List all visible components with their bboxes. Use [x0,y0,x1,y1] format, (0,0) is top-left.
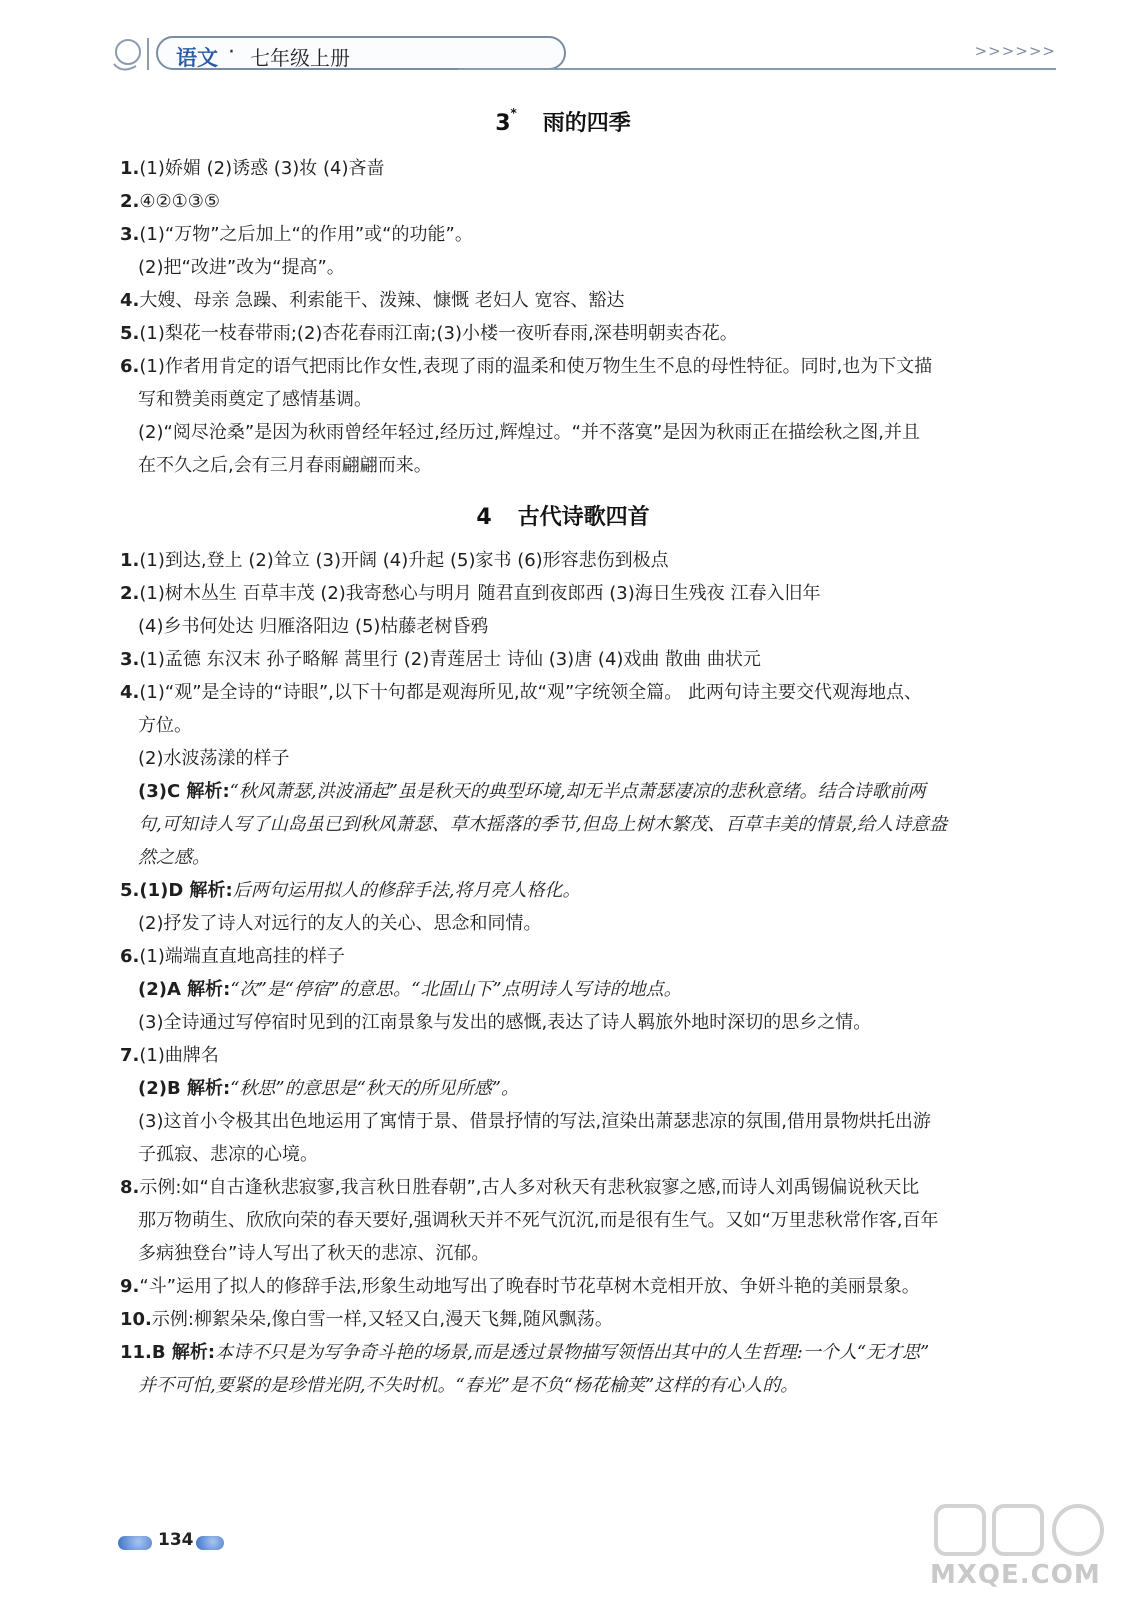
decorative-blob-icon [196,1536,224,1550]
answer-line: 2.(1)树木丛生 百草丰茂 (2)我寄愁心与明月 随君直到夜郎西 (3)海日生残夜 江春入旧年 [120,583,821,604]
answer-line: 5.(1)D 解析:后两句运用拟人的修辞手法,将月亮人格化。 [120,880,581,901]
section-title-3 [0,106,1126,137]
watermark-logo [930,1498,1110,1594]
section-title-4 [0,500,1126,531]
page-header [108,30,1056,78]
decorative-blob-icon [118,1536,152,1550]
answer-line: 5.(1)梨花一枝春带雨;(2)杏花春雨江南;(3)小楼一夜听春雨,深巷明朝卖杏花。 [120,323,738,344]
answer-line: (3)全诗通过写停宿时见到的江南景象与发出的感慨,表达了诗人羁旅外地时深切的思乡之情。 [138,1012,872,1033]
answer-line: (2)A 解析:“次”是“停宿”的意思。“北固山下”点明诗人写诗的地点。 [138,979,682,1000]
answer-line: 8.示例:如“自古逢秋悲寂寥,我言秋日胜春朝”,古人多对秋天有悲秋寂寥之感,而诗人刘禹锡偏说秋天比 [120,1177,920,1198]
answer-line: 1.(1)娇媚 (2)诱惑 (3)妆 (4)吝啬 [120,158,385,179]
answer-line: (2)把“改进”改为“提高”。 [138,257,345,278]
answer-line: 方位。 [138,715,192,736]
answer-line: 写和赞美雨奠定了感情基调。 [138,389,372,410]
answer-line: 11.B 解析:本诗不只是为写争奇斗艳的场景,而是透过景物描写领悟出其中的人生哲理:一个人“无才思” [120,1342,930,1363]
answer-line: (2)B 解析:“秋思”的意思是“秋天的所见所感”。 [138,1078,519,1099]
answer-line: 3.(1)孟德 东汉末 孙子略解 蒿里行 (2)青莲居士 诗仙 (3)唐 (4)戏曲 散曲 曲状元 [120,649,761,670]
answer-line: 多病独登台”诗人写出了秋天的悲凉、沉郁。 [138,1243,490,1264]
subject-label: 语文 [176,46,218,70]
answer-line: 2.④②①③⑤ [120,191,221,212]
page-number: 134 [158,1530,194,1550]
answer-line: 7.(1)曲牌名 [120,1045,219,1066]
answer-line: (3)C 解析:“秋风萧瑟,洪波涌起”虽是秋天的典型环境,却无半点萧瑟凄凉的悲秋意绪。结合诗歌前两 [138,781,926,802]
chevrons-icon: >>>>>> [974,42,1056,60]
answer-line: 并不可怕,要紧的是珍惜光阴,不失时机。“春光”是不负“杨花榆荚”这样的有心人的。 [138,1375,799,1396]
answer-line: 6.(1)端端直直地高挂的样子 [120,946,345,967]
answer-line: 那万物萌生、欣欣向荣的春天要好,强调秋天并不死气沉沉,而是很有生气。又如“万里悲秋常作客,百年 [138,1210,939,1231]
answer-line: 10.示例:柳絮朵朵,像白雪一样,又轻又白,漫天飞舞,随风飘荡。 [120,1309,613,1330]
separator-dot: · [228,40,235,65]
answer-line: (2)水波荡漾的样子 [138,748,290,769]
answer-line: 子孤寂、悲凉的心境。 [138,1144,318,1165]
page-footer [118,1526,238,1556]
answer-line: (4)乡书何处达 归雁洛阳边 (5)枯藤老树昏鸦 [138,616,489,637]
answer-line: 4.(1)“观”是全诗的“诗眼”,以下十句都是观海所见,故“观”字统领全篇。 此两句诗主要交代观海地点、 [120,682,922,703]
watermark-text: MXQE.COM [930,1560,1101,1590]
answer-line: (2)“阅尽沧桑”是因为秋雨曾经年轻过,经历过,辉煌过。“并不落寞”是因为秋雨正在描绘秋之图,并且 [138,422,920,443]
header-rule [458,68,1056,70]
section-number: 3 [495,111,511,136]
header-title-box [156,36,566,70]
watermark-emblem-icon [930,1498,1110,1562]
answer-line: 4.大嫂、母亲 急躁、利索能干、泼辣、慷慨 老妇人 宽容、豁达 [120,290,625,311]
grade-label: 七年级上册 [250,46,350,70]
answer-line: (3)这首小令极其出色地运用了寓情于景、借景抒情的写法,渲染出萧瑟悲凉的氛围,借用景物烘托出游 [138,1111,931,1132]
answer-line: (2)抒发了诗人对远行的友人的关心、思念和同情。 [138,913,542,934]
answer-line: 1.(1)到达,登上 (2)耸立 (3)开阔 (4)升起 (5)家书 (6)形容悲伤到极点 [120,550,669,571]
answer-line: 然之感。 [138,847,210,868]
answer-line: 在不久之后,会有三月春雨翩翩而来。 [138,455,432,476]
section-mark: * [510,106,517,120]
section-title-text: 古代诗歌四首 [517,505,650,530]
section-number: 4 [476,505,492,530]
answer-line: 3.(1)“万物”之后加上“的作用”或“的功能”。 [120,224,473,245]
answer-line: 句,可知诗人写了山岛虽已到秋风萧瑟、草木摇落的季节,但岛上树木繁茂、百草丰美的情景,给人诗意盎 [138,814,948,835]
magnifier-swirl-icon [108,34,154,74]
answer-line: 6.(1)作者用肯定的语气把雨比作女性,表现了雨的温柔和使万物生生不息的母性特征。同时,也为下文描 [120,356,933,377]
answer-line: 9.“斗”运用了拟人的修辞手法,形象生动地写出了晚春时节花草树木竞相开放、争妍斗艳的美丽景象。 [120,1276,920,1297]
section-title-text: 雨的四季 [542,111,631,136]
